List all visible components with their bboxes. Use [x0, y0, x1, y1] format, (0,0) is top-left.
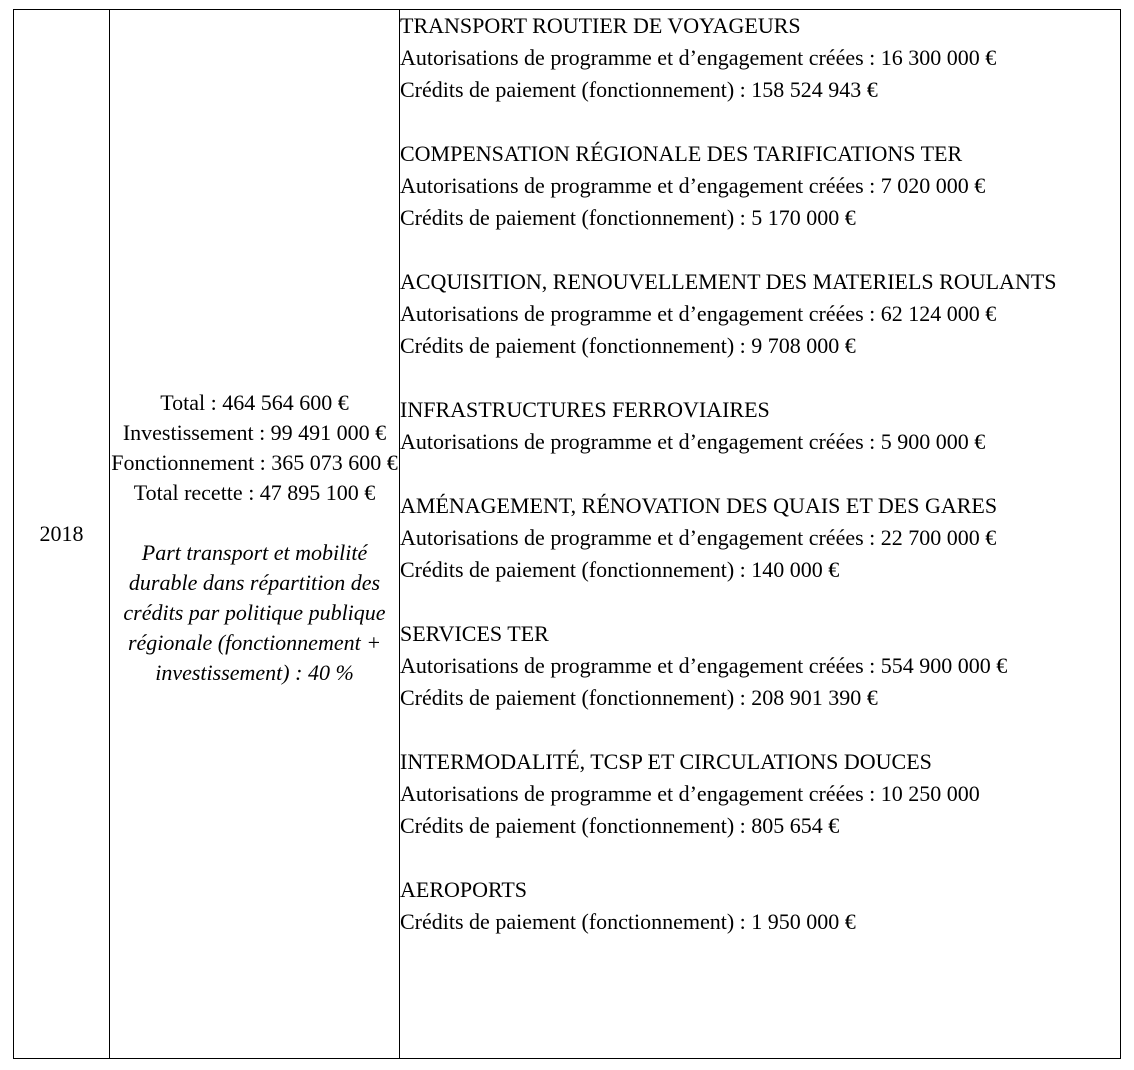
section-line: Crédits de paiement (fonctionnement) : 805 654 € [400, 813, 840, 838]
section-line: Crédits de paiement (fonctionnement) : 1 950 000 € [400, 909, 856, 934]
budget-section [400, 266, 1120, 362]
investment-value: Investissement : 99 491 000 € [122, 420, 387, 445]
budget-section [400, 746, 1120, 842]
summary-note: Part transport et mobilité durable dans répartition des crédits par politique publique régionale (fonctionnement + investissement) : 40 % [123, 540, 386, 685]
revenue-total-value: Total recette : 47 895 100 € [133, 480, 376, 505]
year-cell [14, 10, 110, 1059]
section-line: Autorisations de programme et d’engagement créées : 554 900 000 € [400, 653, 1008, 678]
section-title: INTERMODALITÉ, TCSP ET CIRCULATIONS DOUCES [400, 749, 932, 774]
section-line: Autorisations de programme et d’engagement créées : 7 020 000 € [400, 173, 986, 198]
total-value: Total : 464 564 600 € [160, 390, 349, 415]
section-title: SERVICES TER [400, 621, 549, 646]
section-title: INFRASTRUCTURES FERROVIAIRES [400, 397, 770, 422]
budget-sections [400, 10, 1120, 938]
table-row [14, 10, 1121, 1059]
summary-cell [110, 10, 400, 1059]
budget-section [400, 618, 1120, 714]
section-title: COMPENSATION RÉGIONALE DES TARIFICATIONS TER [400, 141, 963, 166]
budget-section [400, 138, 1120, 234]
section-title: AEROPORTS [400, 877, 528, 902]
section-line: Autorisations de programme et d’engagement créées : 62 124 000 € [400, 301, 997, 326]
budget-table [13, 9, 1121, 1059]
budget-section [400, 394, 1120, 458]
section-line: Crédits de paiement (fonctionnement) : 140 000 € [400, 557, 840, 582]
section-line: Autorisations de programme et d’engagement créées : 22 700 000 € [400, 525, 997, 550]
section-title: TRANSPORT ROUTIER DE VOYAGEURS [400, 13, 801, 38]
budget-section [400, 874, 1120, 938]
section-line: Autorisations de programme et d’engagement créées : 5 900 000 € [400, 429, 986, 454]
budget-section [400, 10, 1120, 106]
section-line: Crédits de paiement (fonctionnement) : 158 524 943 € [400, 77, 878, 102]
section-line: Crédits de paiement (fonctionnement) : 208 901 390 € [400, 685, 878, 710]
section-line: Crédits de paiement (fonctionnement) : 5 170 000 € [400, 205, 856, 230]
section-line: Autorisations de programme et d’engagement créées : 16 300 000 € [400, 45, 997, 70]
section-line: Autorisations de programme et d’engagement créées : 10 250 000 [400, 781, 980, 806]
summary-totals [110, 380, 399, 508]
operating-value: Fonctionnement : 365 073 600 € [111, 450, 398, 475]
section-title: ACQUISITION, RENOUVELLEMENT DES MATERIELS ROULANTS [400, 269, 1057, 294]
section-line: Crédits de paiement (fonctionnement) : 9 708 000 € [400, 333, 856, 358]
details-cell [400, 10, 1121, 1059]
year-label: 2018 [39, 521, 84, 546]
section-title: AMÉNAGEMENT, RÉNOVATION DES QUAIS ET DES GARES [400, 493, 998, 518]
budget-section [400, 490, 1120, 586]
